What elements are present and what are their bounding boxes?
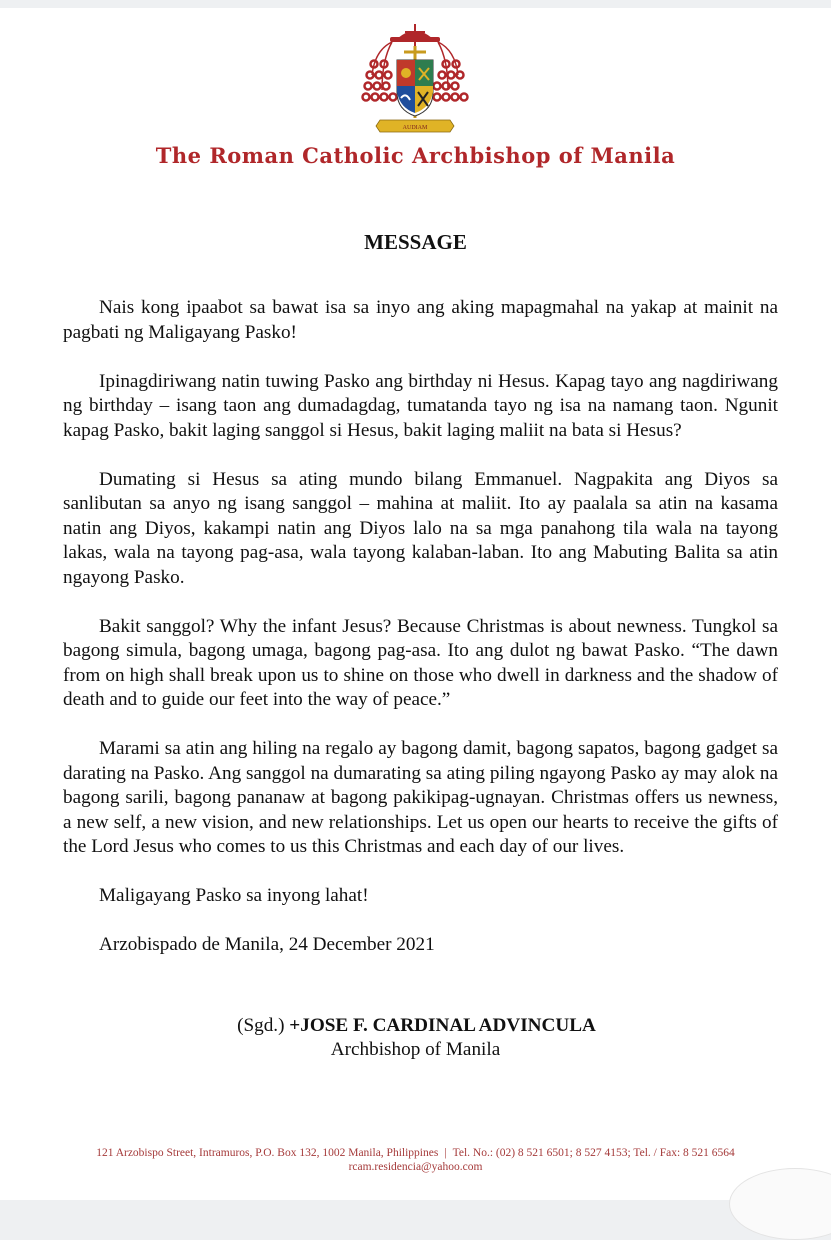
message-body [63, 296, 778, 982]
coat-of-arms-emblem [360, 20, 470, 140]
signed-prefix: (Sgd.) [237, 1015, 285, 1036]
motto-text: AUDIAM [402, 125, 428, 131]
signatory-name: +JOSE F. CARDINAL ADVINCULA [289, 1015, 596, 1036]
paragraph-4: Bakit sanggol? Why the infant Jesus? Because Christmas is about newness. Tungkol sa bagong simula, bagong umaga, bagong pag-asa. Ito ang dulot ng bawat Pasko. “The dawn from on high shall break upon us to shine on those who dwell in darkness and the shadow of death and to guide our feet into the way of peace.” [63, 615, 778, 710]
letterhead-footer [0, 1146, 831, 1174]
signatory-title: Archbishop of Manila [330, 1039, 501, 1060]
paragraph-3: Dumating si Hesus sa ating mundo bilang Emmanuel. Nagpakita ang Diyos sa sanlibutan sa anyo ng isang sanggol – mahina at maliit. Ito ay paalala sa atin na kasama natin ang Diyos, kakampi natin ang Diyos lalo na sa mga panahong tila wala na tayong lakas, wala na tayong pag-asa, wala tayong kalaban-laban. Ito ang Mabuting Balita sa atin ngayong Pasko. [63, 468, 778, 588]
place-and-date: Arzobispado de Manila, 24 December 2021 [99, 934, 435, 955]
signature-block [0, 1014, 831, 1062]
message-heading: MESSAGE [364, 230, 467, 254]
letter-page [0, 8, 831, 1200]
paragraph-5: Marami sa atin ang hiling na regalo ay bagong damit, bagong sapatos, bagong gadget sa darating na Pasko. Ang sanggol na dumarating sa ating piling ngayong Pasko ay may alok na bagong sarili, bagong pananaw at bagong pakikipag-ugnayan. Christmas offers us newness, a new self, a new vision, and new relationships. Let us open our hearts to receive the gifts of the Lord Jesus who comes to us this Christmas and each day of our lives. [63, 738, 778, 857]
closing-greeting: Maligayang Pasko sa inyong lahat! [99, 885, 369, 906]
paragraph-1: Nais kong ipaabot sa bawat isa sa inyo ang aking mapagmahal na yakap at mainit na pagbati ng Maligayang Pasko! [63, 297, 778, 343]
footer-email: rcam.residencia@yahoo.com [348, 1161, 483, 1173]
paragraph-2: Ipinagdiriwang natin tuwing Pasko ang birthday ni Hesus. Kapag tayo ang nagdiriwang ng birthday – isang taon ang dumadagdag, tumatanda tayo ng isa na namang taon. Ngunit kapag Pasko, bakit laging sanggol si Hesus, bakit laging maliit na bata si Hesus? [63, 370, 778, 441]
footer-address: 121 Arzobispo Street, Intramuros, P.O. Box 132, 1002 Manila, Philippines [96, 1147, 439, 1159]
footer-phones: Tel. No.: (02) 8 521 6501; 8 527 4153; Tel. / Fax: 8 521 6564 [452, 1147, 735, 1159]
letterhead-title: The Roman Catholic Archbishop of Manila [155, 143, 676, 168]
page-corner-shadow [729, 1168, 831, 1240]
footer-separator: | [444, 1147, 447, 1159]
